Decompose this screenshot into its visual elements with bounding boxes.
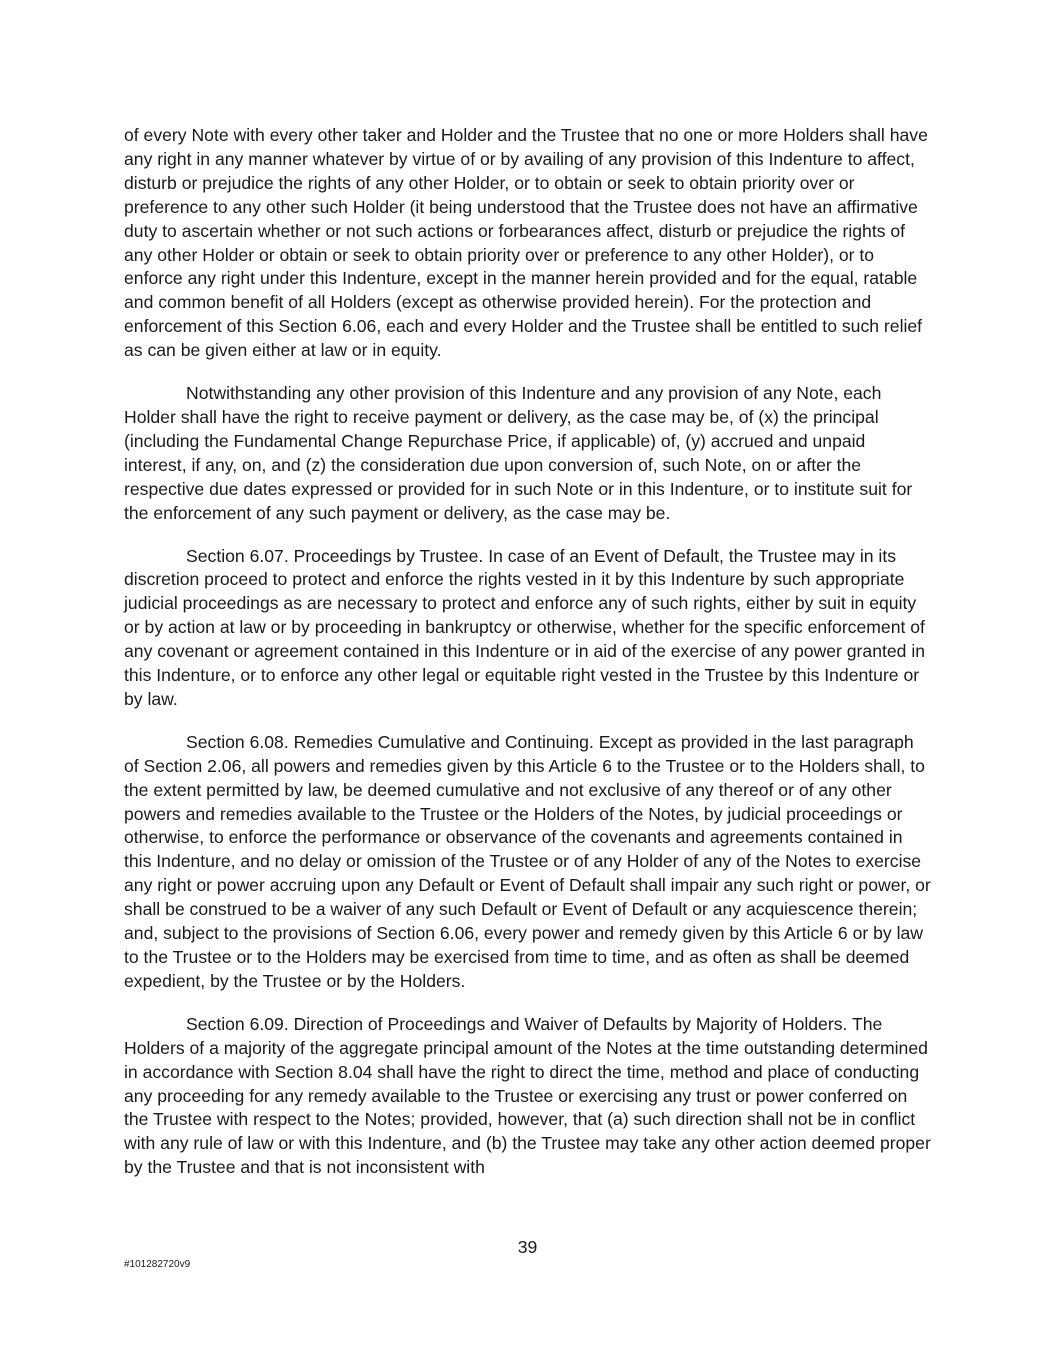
page-number: 39 — [517, 1237, 538, 1257]
paragraph-section-6-09: Section 6.09. Direction of Proceedings and Waiver of Defaults by Majority of Holders. The Holders of a majority of the aggregate principal amount of the Notes at the time outstanding determined in accordance with Section 8.04 shall have the right to direct the time, method and place of conducting any proceeding for any remedy available to the Trustee or exercising any trust or power conferred on the Trustee with respect to the Notes; provided, however, that (a) such direction shall not be in conflict with any rule of law or with this Indenture, and (b) the Trustee may take any other action deemed proper by the Trustee and that is not inconsistent with — [124, 1013, 931, 1178]
paragraph-section-6-07: Section 6.07. Proceedings by Trustee. In case of an Event of Default, the Trustee may in its discretion proceed to protect and enforce the rights vested in it by this Indenture by such appropriate judicial proceedings as are necessary to protect and enforce any of such rights, either by suit in equity or by action at law or by proceeding in bankruptcy or otherwise, whether for the specific enforcement of any covenant or agreement contained in this Indenture or in aid of the exercise of any power granted in this Indenture, or to enforce any other legal or equitable right vested in the Trustee by this Indenture or by law. — [124, 545, 926, 709]
paragraph-notwithstanding: Notwithstanding any other provision of this Indenture and any provision of any Note, each Holder shall have the right to receive payment or delivery, as the case may be, of (x) the principal (including the Fundamental Change Repurchase Price, if applicable) of, (y) accrued and unpaid interest, if any, on, and (z) the consideration due upon conversion of, such Note, on or after the respective due dates expressed or provided for in such Note or in this Indenture, or to institute suit for the enforcement of any such payment or delivery, as the case may be. — [124, 383, 913, 523]
paragraph-continuation: of every Note with every other taker and Holder and the Trustee that no one or more Holders shall have any right in any manner whatever by virtue of or by availing of any provision of this Indenture to affect, disturb or prejudice the rights of any other Holder, or to obtain or seek to obtain priority over or preference to any other such Holder (it being understood that the Trustee does not have an affirmative duty to ascertain whether or not such actions or forbearances affect, disturb or prejudice the rights of any other Holder or obtain or seek to obtain priority over or preference to any other Holder), or to enforce any right under this Indenture, except in the manner herein provided and for the equal, ratable and common benefit of all Holders (except as otherwise provided herein). For the protection and enforcement of this Section 6.06, each and every Holder and the Trustee shall be entitled to such relief as can be given either at law or in equity. — [124, 125, 928, 361]
document-id: #101282720v9 — [124, 1259, 191, 1270]
paragraph-section-6-08: Section 6.08. Remedies Cumulative and Continuing. Except as provided in the last paragraph of Section 2.06, all powers and remedies given by this Article 6 to the Trustee or to the Holders shall, to the extent permitted by law, be deemed cumulative and not exclusive of any thereof or of any other powers and remedies available to the Trustee or the Holders of the Notes, by judicial proceedings or otherwise, to enforce the performance or observance of the covenants and agreements contained in this Indenture, and no delay or omission of the Trustee or of any Holder of any of the Notes to exercise any right or power accruing upon any Default or Event of Default shall impair any such right or power, or shall be construed to be a waiver of any such Default or Event of Default or any acquiescence therein; and, subject to the provisions of Section 6.06, every power and remedy given by this Article 6 or by law to the Trustee or to the Holders may be exercised from time to time, and as often as shall be deemed expedient, by the Trustee or by the Holders. — [124, 731, 931, 991]
document-body — [124, 124, 932, 1199]
